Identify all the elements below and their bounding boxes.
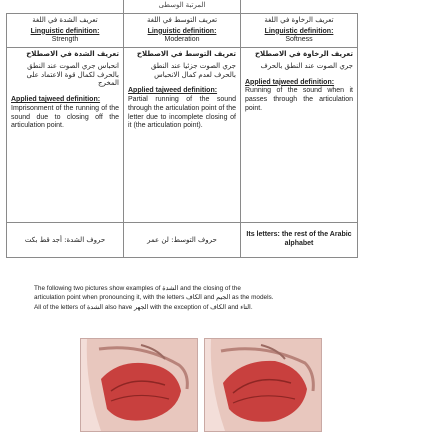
applied-row — [7, 48, 358, 223]
explanation-note — [34, 284, 359, 312]
note-line: articulation point when pronouncing it, with the letters الكاف and الجيم as the models. — [34, 294, 274, 302]
linguistic-label: Linguistic definition: — [30, 27, 100, 35]
arabic-term: تعريف الشدة في الاصطلاح — [26, 50, 119, 58]
cell-softness-applied — [241, 48, 358, 223]
linguistic-value: Moderation — [164, 36, 200, 44]
note-line: All of the letters of الشدة also have الجهر with the exception of الكاف and التاء. — [34, 303, 253, 311]
applied-text: Imprisonment of the running of the sound due to closing off the articulation point. — [11, 104, 119, 130]
cell-strength-applied — [7, 48, 124, 223]
arabic-text: انحباس جري الصوت عند النطق بالحرف لكمال قوة الاعتماد على المخرج — [26, 61, 119, 88]
articulation-images — [80, 338, 320, 430]
sifaat-table — [6, 0, 358, 258]
cell-strength-linguistic — [7, 13, 124, 47]
applied-label: Applied tajweed definition: — [245, 78, 335, 86]
linguistic-value: Softness — [285, 36, 313, 44]
applied-label: Applied tajweed definition: — [128, 87, 218, 95]
arabic-title: تعريف الشدة في اللغة — [32, 15, 98, 24]
applied-text: Partial running of the sound through the articulation point of the letter due to incomplete closing of it (the articulation point). — [128, 96, 236, 130]
note-line: The following two pictures show examples of الشدة and the closing of the — [34, 285, 241, 292]
arabic-text: جري الصوت جزئيا عند النطق بالحرف لعدم كمال الانحباس — [150, 61, 236, 79]
arabic-term: تعريف التوسط في الاصطلاح — [136, 50, 236, 58]
arabic-title: تعريف الرخاوة في اللغة — [264, 15, 334, 24]
applied-label: Applied tajweed definition: — [11, 96, 101, 103]
letters-row — [7, 223, 358, 258]
arabic-title: تعريف التوسط في اللغة — [146, 15, 218, 24]
cell-moderation-applied — [124, 48, 241, 223]
applied-text: Running of the sound when it passes through the articulation point. — [245, 87, 353, 112]
arabic-term: تعريف الرخاوة في الاصطلاح — [255, 50, 353, 58]
linguistic-label: Linguistic definition: — [264, 27, 334, 35]
tongue-articulation-image — [204, 338, 322, 432]
cell-softness-linguistic — [241, 13, 358, 47]
arabic-text: جري الصوت عند النطق بالحرف — [260, 61, 353, 70]
linguistic-value: Strength — [51, 36, 79, 44]
cell-moderation-linguistic — [124, 13, 241, 47]
moderation-letters: حروف التوسط: لن عمر — [124, 223, 241, 258]
table-heading-row — [7, 0, 358, 13]
tongue-articulation-image — [80, 338, 198, 432]
linguistic-row — [7, 13, 358, 47]
softness-letters: Its letters: the rest of the Arabic alphabet — [241, 223, 358, 258]
linguistic-label: Linguistic definition: — [147, 27, 217, 35]
strength-letters: حروف الشدة: أجد قط بكت — [7, 223, 124, 258]
table-heading: المرتبة الوسطى — [124, 0, 241, 13]
